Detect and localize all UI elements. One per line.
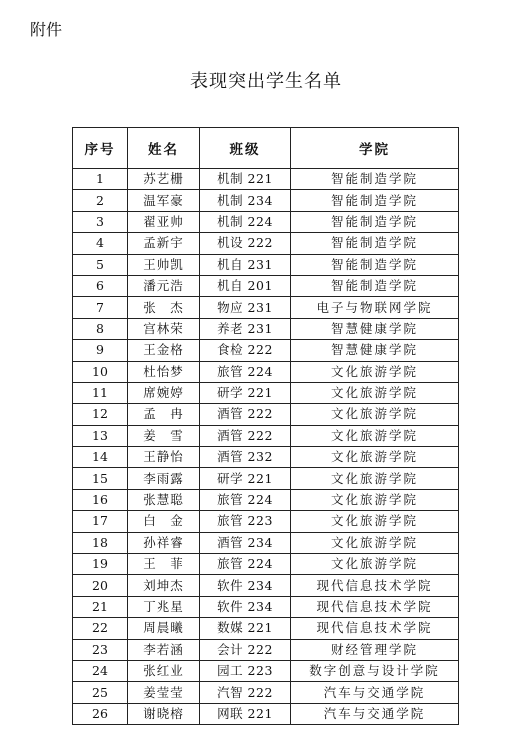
- row-number: 3: [73, 211, 128, 232]
- class-name: 酒管 222: [200, 404, 291, 425]
- row-number: 11: [73, 382, 128, 403]
- college-name: 智能制造学院: [291, 233, 459, 254]
- table-row: [73, 468, 459, 489]
- class-name: 酒管 232: [200, 447, 291, 468]
- table-row: [73, 404, 459, 425]
- class-name: 旅管 224: [200, 489, 291, 510]
- college-name: 现代信息技术学院: [291, 618, 459, 639]
- table-row: [73, 554, 459, 575]
- class-name: 食检 222: [200, 340, 291, 361]
- row-number: 9: [73, 340, 128, 361]
- table-row: [73, 639, 459, 660]
- student-name: 翟亚帅: [128, 211, 200, 232]
- row-number: 5: [73, 254, 128, 275]
- class-name: 机设 222: [200, 233, 291, 254]
- class-name: 研学 221: [200, 468, 291, 489]
- row-number: 2: [73, 190, 128, 211]
- class-name: 机自 201: [200, 275, 291, 296]
- row-number: 20: [73, 575, 128, 596]
- table-row: [73, 511, 459, 532]
- row-number: 14: [73, 447, 128, 468]
- row-number: 22: [73, 618, 128, 639]
- attachment-label: 附件: [30, 20, 63, 39]
- college-name: 智能制造学院: [291, 211, 459, 232]
- row-number: 15: [73, 468, 128, 489]
- row-number: 8: [73, 318, 128, 339]
- table-row: [73, 361, 459, 382]
- table-row: [73, 703, 459, 724]
- table-row: [73, 618, 459, 639]
- student-name: 姜 雪: [128, 425, 200, 446]
- class-name: 机自 231: [200, 254, 291, 275]
- table-row: [73, 575, 459, 596]
- college-name: 文化旅游学院: [291, 447, 459, 468]
- class-name: 软件 234: [200, 575, 291, 596]
- table-row: [73, 275, 459, 296]
- college-name: 财经管理学院: [291, 639, 459, 660]
- college-name: 现代信息技术学院: [291, 575, 459, 596]
- student-name: 丁兆星: [128, 596, 200, 617]
- student-name: 周晨曦: [128, 618, 200, 639]
- student-name: 张红业: [128, 660, 200, 681]
- class-name: 旅管 223: [200, 511, 291, 532]
- college-name: 文化旅游学院: [291, 511, 459, 532]
- table-row: [73, 211, 459, 232]
- college-name: 智慧健康学院: [291, 340, 459, 361]
- class-name: 物应 231: [200, 297, 291, 318]
- table-row: [73, 425, 459, 446]
- class-name: 汽智 222: [200, 682, 291, 703]
- student-name: 潘元浩: [128, 275, 200, 296]
- student-roster-table: [72, 127, 459, 725]
- student-name: 杜怡梦: [128, 361, 200, 382]
- row-number: 6: [73, 275, 128, 296]
- class-name: 旅管 224: [200, 554, 291, 575]
- student-name: 孟 冉: [128, 404, 200, 425]
- table-row: [73, 297, 459, 318]
- row-number: 10: [73, 361, 128, 382]
- class-name: 旅管 224: [200, 361, 291, 382]
- student-name: 刘坤杰: [128, 575, 200, 596]
- class-name: 园工 223: [200, 660, 291, 681]
- college-name: 现代信息技术学院: [291, 596, 459, 617]
- class-name: 数媒 221: [200, 618, 291, 639]
- college-name: 文化旅游学院: [291, 361, 459, 382]
- student-name: 席婉婷: [128, 382, 200, 403]
- table-row: [73, 254, 459, 275]
- student-name: 孙祥睿: [128, 532, 200, 553]
- table-row: [73, 682, 459, 703]
- student-name: 王帅凯: [128, 254, 200, 275]
- college-name: 智能制造学院: [291, 169, 459, 190]
- table-body: [73, 169, 459, 725]
- class-name: 研学 221: [200, 382, 291, 403]
- student-name: 姜莹莹: [128, 682, 200, 703]
- table-row: [73, 318, 459, 339]
- header-class: 班级: [200, 128, 291, 169]
- student-name: 张 杰: [128, 297, 200, 318]
- student-name: 张慧聪: [128, 489, 200, 510]
- table-row: [73, 382, 459, 403]
- college-name: 智能制造学院: [291, 190, 459, 211]
- row-number: 13: [73, 425, 128, 446]
- table-row: [73, 447, 459, 468]
- row-number: 4: [73, 233, 128, 254]
- table-row: [73, 660, 459, 681]
- row-number: 19: [73, 554, 128, 575]
- college-name: 文化旅游学院: [291, 532, 459, 553]
- row-number: 16: [73, 489, 128, 510]
- college-name: 数字创意与设计学院: [291, 660, 459, 681]
- class-name: 机制 221: [200, 169, 291, 190]
- college-name: 文化旅游学院: [291, 554, 459, 575]
- student-name: 白 金: [128, 511, 200, 532]
- class-name: 会计 222: [200, 639, 291, 660]
- student-name: 李雨露: [128, 468, 200, 489]
- college-name: 文化旅游学院: [291, 404, 459, 425]
- student-name: 谢晓榕: [128, 703, 200, 724]
- college-name: 文化旅游学院: [291, 425, 459, 446]
- student-name: 宫林荣: [128, 318, 200, 339]
- header-row: [73, 128, 459, 169]
- class-name: 养老 231: [200, 318, 291, 339]
- row-number: 24: [73, 660, 128, 681]
- row-number: 17: [73, 511, 128, 532]
- student-name: 王静怡: [128, 447, 200, 468]
- class-name: 机制 224: [200, 211, 291, 232]
- student-name: 苏艺栅: [128, 169, 200, 190]
- row-number: 1: [73, 169, 128, 190]
- student-name: 王金格: [128, 340, 200, 361]
- college-name: 汽车与交通学院: [291, 703, 459, 724]
- document-title: 表现突出学生名单: [190, 71, 342, 92]
- college-name: 电子与物联网学院: [291, 297, 459, 318]
- student-name: 孟新宇: [128, 233, 200, 254]
- header-name: 姓名: [128, 128, 200, 169]
- college-name: 文化旅游学院: [291, 468, 459, 489]
- table-row: [73, 190, 459, 211]
- table-header: [73, 128, 459, 169]
- table-row: [73, 489, 459, 510]
- class-name: 酒管 222: [200, 425, 291, 446]
- class-name: 网联 221: [200, 703, 291, 724]
- header-number: 序号: [73, 128, 128, 169]
- row-number: 21: [73, 596, 128, 617]
- class-name: 酒管 234: [200, 532, 291, 553]
- student-name: 王 菲: [128, 554, 200, 575]
- college-name: 汽车与交通学院: [291, 682, 459, 703]
- table-row: [73, 340, 459, 361]
- row-number: 23: [73, 639, 128, 660]
- row-number: 12: [73, 404, 128, 425]
- college-name: 智慧健康学院: [291, 318, 459, 339]
- row-number: 26: [73, 703, 128, 724]
- student-name: 温军豪: [128, 190, 200, 211]
- row-number: 7: [73, 297, 128, 318]
- college-name: 智能制造学院: [291, 254, 459, 275]
- row-number: 18: [73, 532, 128, 553]
- row-number: 25: [73, 682, 128, 703]
- table-row: [73, 596, 459, 617]
- class-name: 机制 234: [200, 190, 291, 211]
- college-name: 文化旅游学院: [291, 489, 459, 510]
- student-name: 李若涵: [128, 639, 200, 660]
- header-college: 学院: [291, 128, 459, 169]
- class-name: 软件 234: [200, 596, 291, 617]
- college-name: 智能制造学院: [291, 275, 459, 296]
- college-name: 文化旅游学院: [291, 382, 459, 403]
- table-row: [73, 233, 459, 254]
- table-row: [73, 169, 459, 190]
- table-row: [73, 532, 459, 553]
